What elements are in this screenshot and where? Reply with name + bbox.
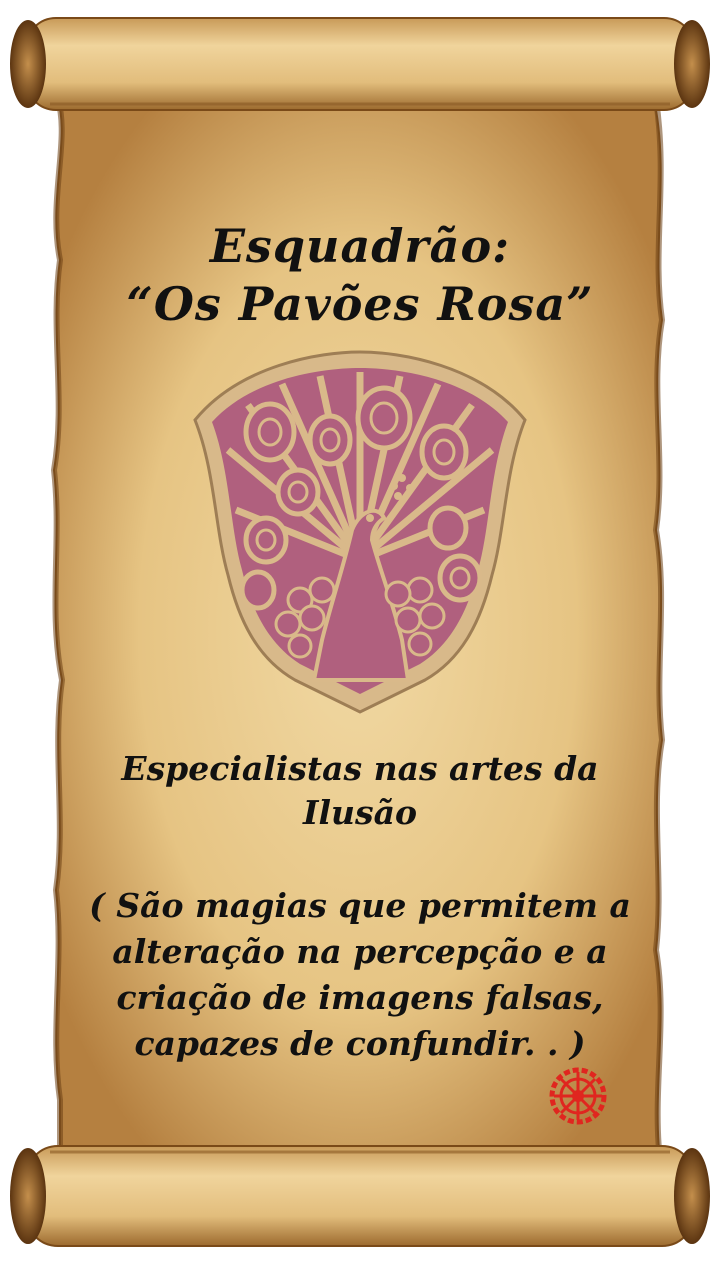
bottom-roll — [26, 1146, 694, 1246]
title-line-1: Esquadrão: — [209, 219, 511, 273]
subtitle-line-1: Especialistas nas artes da — [121, 749, 599, 788]
description-line-4: capazes de confundir. . ) — [134, 1024, 586, 1063]
description-line-2: alteração na percepção e a — [112, 932, 608, 971]
description-line-1: ( São magias que permitem a — [89, 886, 631, 925]
top-roll — [26, 18, 694, 110]
title-line-2: “Os Pavões Rosa” — [126, 277, 594, 331]
subtitle-line-2: Ilusão — [303, 793, 417, 832]
description-line-3: criação de imagens falsas, — [116, 978, 604, 1017]
